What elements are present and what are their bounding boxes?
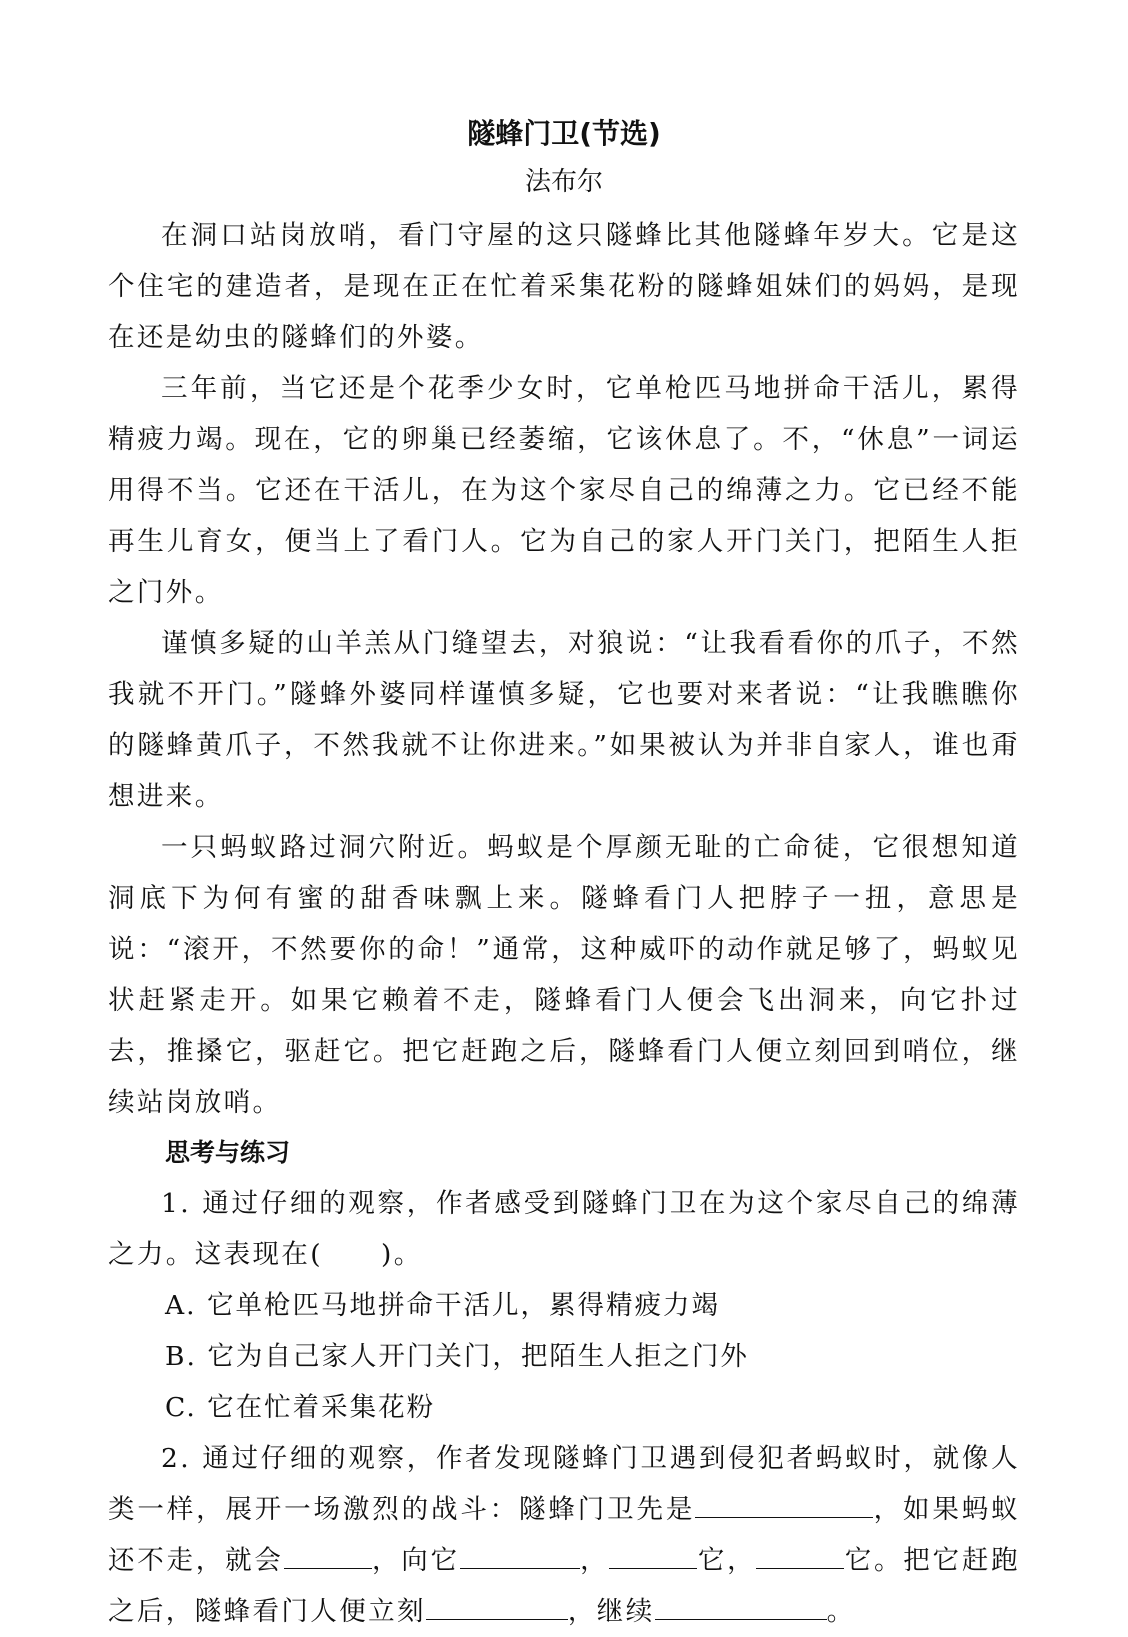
exercise-heading: 思考与练习 [165, 1138, 291, 1167]
question-2 [108, 1433, 1020, 1637]
question-2-text-7: ，继续 [567, 1596, 655, 1627]
question-2-text-3: ，向它 [371, 1545, 460, 1576]
question-2-text-8: 。 [826, 1596, 856, 1627]
option-b: B. 它为自己家人开门关门，把陌生人拒之门外 [165, 1341, 749, 1372]
fill-blank-3[interactable] [460, 1538, 580, 1569]
paragraph-1: 在洞口站岗放哨，看门守屋的这只隧蜂比其他隧蜂年岁大。它是这个住宅的建造者，是现在正在忙着采集花粉的隧蜂姐妹们的妈妈，是现在还是幼虫的隧蜂们的外婆。 [108, 220, 1020, 353]
question-2-text-1: 2. 通过仔细的观察，作者发现隧蜂门卫遇到侵犯者蚂蚁时，就像人类一样，展开一场激烈的战斗：隧蜂门卫先是 [108, 1443, 1020, 1525]
option-c: C. 它在忙着采集花粉 [165, 1392, 436, 1423]
question-1-stem: 1. 通过仔细的观察，作者感受到隧蜂门卫在为这个家尽自己的绵薄之力。这表现在( [108, 1188, 1020, 1270]
fill-blank-5[interactable] [756, 1538, 844, 1569]
fill-blank-4[interactable] [609, 1538, 697, 1569]
question-1 [108, 1178, 1020, 1280]
article-title: 隧蜂门卫(节选) [467, 117, 661, 150]
question-2-text-5: 它， [697, 1545, 757, 1576]
question-2-text-2: ，如果蚂蚁还不走，就会 [108, 1494, 1021, 1576]
paragraph-2: 三年前，当它还是个花季少女时，它单枪匹马地拼命干活儿，累得精疲力竭。现在，它的卵巢已经萎缩，它该休息了。不，“休息”一词运用得不当。它还在干活儿，在为这个家尽自己的绵薄之力。它已经不能再生儿育女，便当上了看门人。它为自己的家人开门关门，把陌生人拒之门外。 [108, 373, 1020, 608]
question-2-text-4: ， [579, 1545, 610, 1576]
fill-blank-1[interactable] [695, 1487, 873, 1518]
question-1-stem-end: )。 [381, 1239, 423, 1270]
paragraph-3: 谨慎多疑的山羊羔从门缝望去，对狼说：“让我看看你的爪子，不然我就不开门。”隧蜂外婆同样谨慎多疑，它也要对来者说：“让我瞧瞧你的隧蜂黄爪子，不然我就不让你进来。”如果被认为并非自家人，谁也甭想进来。 [108, 628, 1020, 812]
option-a: A. 它单枪匹马地拼命干活儿，累得精疲力竭 [165, 1290, 720, 1321]
article-author: 法布尔 [524, 167, 603, 197]
document-page [108, 112, 1020, 1637]
fill-blank-2[interactable] [284, 1538, 372, 1569]
paragraph-4: 一只蚂蚁路过洞穴附近。蚂蚁是个厚颜无耻的亡命徒，它很想知道洞底下为何有蜜的甜香味飘上来。隧蜂看门人把脖子一扭，意思是说：“滚开，不然要你的命！”通常，这种威吓的动作就足够了，蚂蚁见状赶紧走开。如果它赖着不走，隧蜂看门人便会飞出洞来，向它扑过去，推搡它，驱赶它。把它赶跑之后，隧蜂看门人便立刻回到哨位，继续站岗放哨。 [108, 832, 1020, 1118]
fill-blank-6[interactable] [426, 1589, 568, 1620]
fill-blank-7[interactable] [655, 1589, 827, 1620]
question-2-text-6: 它。把它赶跑之后，隧蜂看门人便立刻 [108, 1545, 1020, 1627]
